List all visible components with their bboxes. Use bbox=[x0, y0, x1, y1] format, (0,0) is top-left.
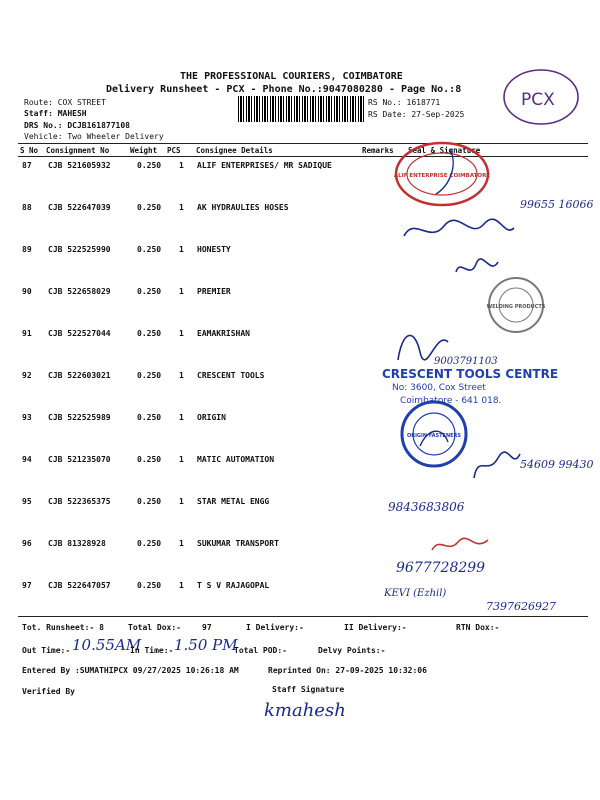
row-weight: 0.250 bbox=[137, 287, 162, 296]
vehicle-label: Vehicle: Two Wheeler Delivery bbox=[24, 132, 164, 141]
row-pcs: 1 bbox=[179, 329, 184, 338]
row-weight: 0.250 bbox=[137, 539, 162, 548]
col-sno: S No bbox=[20, 146, 39, 155]
row-consignee: PREMIER bbox=[197, 287, 231, 296]
row-sno: 92 bbox=[22, 371, 32, 380]
handwritten-signature-94 bbox=[468, 448, 524, 484]
row-consignment: CJB 521235070 bbox=[48, 455, 111, 464]
row-consignee: EAMAKRISHAN bbox=[197, 329, 250, 338]
row-sno: 90 bbox=[22, 287, 32, 296]
crescent-stamp-title: CRESCENT TOOLS CENTRE bbox=[382, 367, 559, 381]
row-pcs: 1 bbox=[179, 371, 184, 380]
row-sno: 88 bbox=[22, 203, 32, 212]
i-delivery-label: I Delivery:- bbox=[246, 623, 304, 632]
col-consignment: Consignment No bbox=[46, 146, 110, 155]
row-weight: 0.250 bbox=[137, 245, 162, 254]
handwritten-signature-96 bbox=[428, 534, 492, 556]
table-row bbox=[0, 581, 600, 601]
rs-number: RS No.: 1618771 bbox=[368, 98, 441, 107]
table-row bbox=[0, 245, 600, 265]
welding-stamp-text: WELDING PRODUCTS bbox=[486, 304, 546, 310]
rtn-dox-label: RTN Dox:- bbox=[456, 623, 500, 632]
row-pcs: 1 bbox=[179, 161, 184, 170]
row-sno: 96 bbox=[22, 539, 32, 548]
row-weight: 0.250 bbox=[137, 161, 162, 170]
row-pcs: 1 bbox=[179, 245, 184, 254]
header-line-bottom bbox=[18, 156, 588, 157]
row-consignee: HONESTY bbox=[197, 245, 231, 254]
staff-signature-label: Staff Signature bbox=[272, 685, 345, 694]
crescent-stamp-line1: No: 3600, Cox Street bbox=[392, 383, 486, 393]
verified-by: Verified By bbox=[22, 687, 75, 696]
origin-stamp-text: ORIGIN FASTENERS bbox=[406, 433, 462, 439]
row-consignment: CJB 522365375 bbox=[48, 497, 111, 506]
table-row bbox=[0, 497, 600, 517]
row-sno: 89 bbox=[22, 245, 32, 254]
handwritten-signature-88 bbox=[400, 214, 518, 244]
handwritten-signature-89 bbox=[452, 254, 502, 282]
barcode bbox=[238, 96, 364, 122]
row-weight: 0.250 bbox=[137, 497, 162, 506]
staff-label: Staff: MAHESH bbox=[24, 109, 87, 118]
row-pcs: 1 bbox=[179, 539, 184, 548]
drs-label: DRS No.: DCJB161877108 bbox=[24, 121, 130, 130]
row-weight: 0.250 bbox=[137, 371, 162, 380]
total-pod-label: Total POD:- bbox=[234, 646, 287, 655]
row-weight: 0.250 bbox=[137, 455, 162, 464]
handwritten-in-time: 1.50 PM bbox=[174, 636, 238, 654]
row-pcs: 1 bbox=[179, 455, 184, 464]
row-pcs: 1 bbox=[179, 203, 184, 212]
row-pcs: 1 bbox=[179, 287, 184, 296]
row-consignment: CJB 521605932 bbox=[48, 161, 111, 170]
handwritten-staff-signature: kmahesh bbox=[264, 700, 346, 721]
row-consignee: STAR METAL ENGG bbox=[197, 497, 270, 506]
total-dox-label: Total Dox:- bbox=[128, 623, 181, 632]
row-consignment: CJB 522647057 bbox=[48, 581, 111, 590]
col-seal: Seal & Signature bbox=[408, 146, 481, 155]
alif-stamp-text: ALIF ENTERPRISE COIMBATORE bbox=[393, 173, 491, 179]
pcx-stamp-text: PCX bbox=[521, 90, 555, 110]
row-consignment: CJB 522647039 bbox=[48, 203, 111, 212]
row-consignee: CRESCENT TOOLS bbox=[197, 371, 265, 380]
row-sno: 94 bbox=[22, 455, 32, 464]
origin-fasteners-stamp bbox=[398, 398, 470, 470]
ii-delivery-label: II Delivery:- bbox=[344, 623, 407, 632]
col-consignee: Consignee Details bbox=[196, 146, 273, 155]
in-time-label: In Time:- bbox=[130, 646, 174, 655]
tot-runsheet: Tot. Runsheet:- 8 bbox=[22, 623, 104, 632]
handwritten-out-time: 10.55AM bbox=[72, 636, 142, 654]
handwritten-name-97: KEVI (Ezhil) bbox=[384, 588, 447, 599]
row-consignment: CJB 522527044 bbox=[48, 329, 111, 338]
row-sno: 97 bbox=[22, 581, 32, 590]
total-dox-value: 97 bbox=[202, 623, 212, 632]
handwritten-phone-94: 54609 99430 bbox=[520, 458, 594, 471]
reprinted-on: Reprinted On: 27-09-2025 10:32:06 bbox=[268, 666, 427, 675]
row-pcs: 1 bbox=[179, 581, 184, 590]
out-time-label: Out Time:- bbox=[22, 646, 71, 655]
row-weight: 0.250 bbox=[137, 413, 162, 422]
row-consignee: ALIF ENTERPRISES/ MR SADIQUE bbox=[197, 161, 332, 170]
runsheet-subtitle: Delivery Runsheet - PCX - Phone No.:9047080280 - Page No.:8 bbox=[106, 84, 462, 95]
row-sno: 95 bbox=[22, 497, 32, 506]
row-sno: 93 bbox=[22, 413, 32, 422]
col-weight: Weight bbox=[130, 146, 158, 155]
row-pcs: 1 bbox=[179, 413, 184, 422]
handwritten-phone-97: 9677728299 bbox=[396, 560, 486, 576]
row-sno: 87 bbox=[22, 161, 32, 170]
row-pcs: 1 bbox=[179, 497, 184, 506]
row-consignee: MATIC AUTOMATION bbox=[197, 455, 275, 464]
table-row bbox=[0, 161, 600, 181]
row-consignee: AK HYDRAULIES HOSES bbox=[197, 203, 289, 212]
row-consignment: CJB 522525989 bbox=[48, 413, 111, 422]
pcx-stamp bbox=[500, 66, 582, 128]
row-consignment: CJB 81328928 bbox=[48, 539, 106, 548]
handwritten-phone-88: 99655 16066 bbox=[520, 198, 594, 211]
handwritten-phone-95: 9843683806 bbox=[388, 500, 465, 514]
row-weight: 0.250 bbox=[137, 203, 162, 212]
row-consignee: T S V RAJAGOPAL bbox=[197, 581, 270, 590]
row-consignment: CJB 522658029 bbox=[48, 287, 111, 296]
row-weight: 0.250 bbox=[137, 581, 162, 590]
row-consignment: CJB 522603021 bbox=[48, 371, 111, 380]
entered-by: Entered By :SUMATHIPCX 09/27/2025 10:26:18 AM bbox=[22, 666, 239, 675]
col-pcs: PCS bbox=[167, 146, 181, 155]
company-title: THE PROFESSIONAL COURIERS, COIMBATORE bbox=[180, 71, 403, 82]
table-row bbox=[0, 539, 600, 559]
rs-date: RS Date: 27-Sep-2025 bbox=[368, 110, 465, 119]
header-line-top bbox=[18, 143, 588, 144]
col-remarks: Remarks bbox=[362, 146, 394, 155]
row-consignment: CJB 522525990 bbox=[48, 245, 111, 254]
route-label: Route: COX STREET bbox=[24, 98, 106, 107]
table-bottom-line bbox=[18, 616, 588, 617]
handwritten-phone2-97: 7397626927 bbox=[486, 600, 556, 613]
row-consignee: ORIGIN bbox=[197, 413, 226, 422]
table-row bbox=[0, 413, 600, 433]
alif-enterprise-stamp bbox=[392, 140, 492, 208]
handwritten-phone-92: 9003791103 bbox=[434, 356, 498, 367]
row-weight: 0.250 bbox=[137, 329, 162, 338]
row-consignee: SUKUMAR TRANSPORT bbox=[197, 539, 279, 548]
delvy-points-label: Delvy Points:- bbox=[318, 646, 386, 655]
row-sno: 91 bbox=[22, 329, 32, 338]
crescent-stamp-line2: Coimbatore - 641 018. bbox=[400, 396, 502, 406]
